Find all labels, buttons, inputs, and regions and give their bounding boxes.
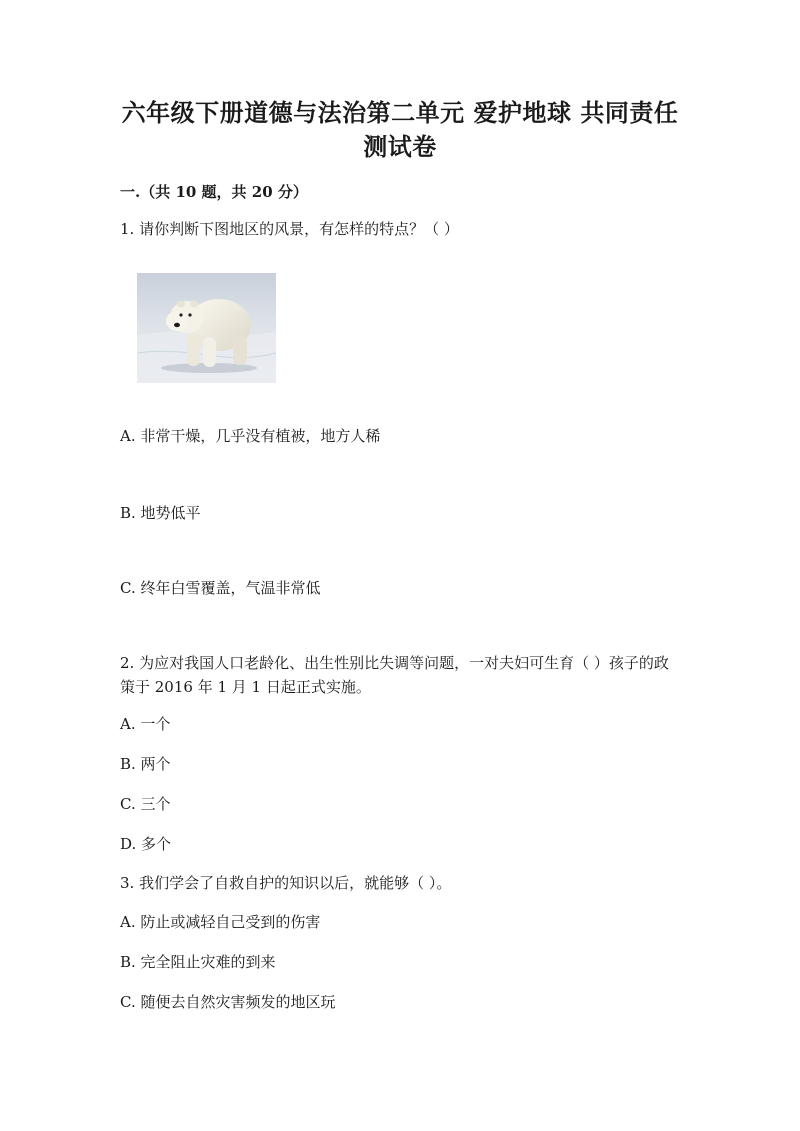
section-heading: 一.（共 10 题，共 20 分）	[120, 183, 308, 201]
question-3-option-a: A. 防止或减轻自己受到的伤害	[120, 913, 321, 931]
question-1-stem: 1. 请你判断下图地区的风景，有怎样的特点？（ ）	[120, 220, 459, 238]
question-2-option-d: D. 多个	[120, 835, 172, 853]
question-2-option-b: B. 两个	[120, 755, 171, 773]
question-2-option-a: A. 一个	[120, 715, 171, 733]
question-2-stem: 2. 为应对我国人口老龄化、出生性别比失调等问题，一对夫妇可生育（ ）孩子的政策于 2016 年 1 月 1 日起正式实施。	[120, 654, 669, 696]
question-3-option-b: B. 完全阻止灾难的到来	[120, 953, 276, 971]
polar-bear-photo	[137, 273, 276, 383]
question-1-option-c: C. 终年白雪覆盖，气温非常低	[120, 579, 321, 597]
question-1-option-b: B. 地势低平	[120, 504, 201, 522]
question-3-option-c: C. 随便去自然灾害频发的地区玩	[120, 993, 336, 1011]
question-2-option-c: C. 三个	[120, 795, 171, 813]
question-3-stem: 3. 我们学会了自救自护的知识以后，就能够（ ）。	[120, 874, 452, 892]
question-1-option-a: A. 非常干燥，几乎没有植被，地方人稀	[120, 427, 381, 445]
page-title: 六年级下册道德与法治第二单元 爱护地球 共同责任 测试卷	[121, 98, 679, 161]
